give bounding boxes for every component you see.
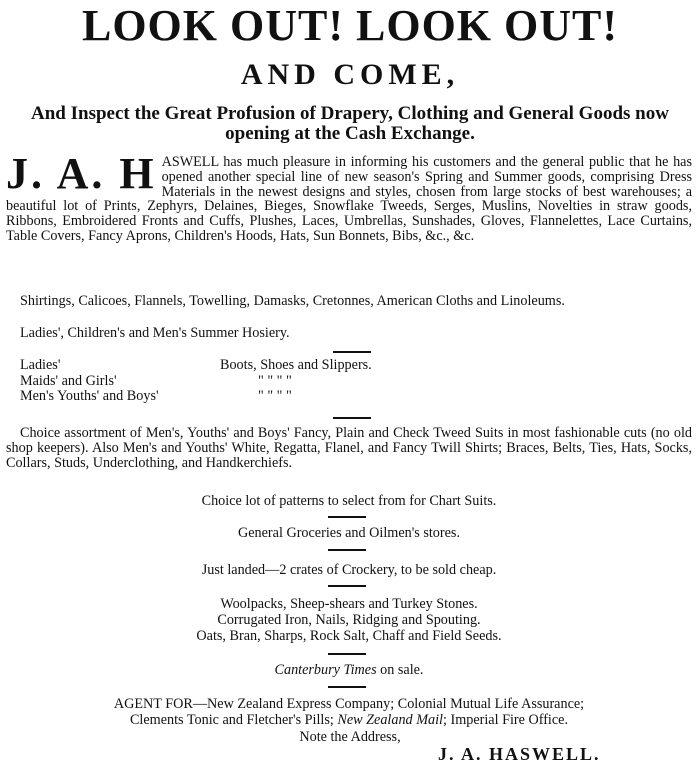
newspaper-title: New Zealand Mail: [337, 712, 443, 728]
divider-rule: [328, 686, 366, 688]
note-address: Note the Address,: [299, 729, 401, 745]
drop-cap-initials: J. A. H: [6, 149, 157, 198]
divider-rule: [328, 653, 366, 655]
divider-rule: [328, 516, 366, 518]
footwear-row: [20, 389, 372, 405]
hardware-line: Corrugated Iron, Nails, Ridging and Spouting.: [217, 612, 481, 628]
divider-rule: [328, 549, 366, 551]
crockery-line: Just landed—2 crates of Crockery, to be sold cheap.: [201, 562, 497, 578]
suits-paragraph: Choice assortment of Men's, Youths' and Boys' Fancy, Plain and Check Tweed Suits in most fashionable cuts (no old shop keepers). Also Men's and Youths' White, Regatta, Flanel, and Fancy Twill Shirts; Braces, Belts, Ties, Hats, Socks, Collars, Studs, Underclothing, and Handkerchiefs.: [6, 425, 692, 471]
hosiery-line: Ladies', Children's and Men's Summer Hosiery.: [20, 325, 290, 341]
footwear-what: Boots, Shoes and Slippers.: [220, 357, 372, 373]
agent-line: AGENT FOR—New Zealand Express Company; Colonial Mutual Life Assurance;: [113, 696, 585, 712]
main-paragraph: ASWELL has much pleasure in informing his customers and the general public that he has opened another special line of new season's Spring and Summer goods, comprising Dress Materials in the newest designs and styles, chosen from large stocks of best warehouses; a beautiful lot of Prints, Zephyrs, Delaines, Bieges, Snowflake Tweeds, Serges, Muslins, Novelties in straw goods, Ribbons, Embroidered Fronts and Cuffs, Plushes, Laces, Umbrellas, Sunshades, Gloves, Flannelettes, Lace Curtains, Table Covers, Fancy Aprons, Children's Hoods, Hats, Sun Bonnets, Bibs, &c., &c.: [6, 154, 692, 244]
footwear-row: [20, 358, 372, 374]
hardware-line: Oats, Bran, Sharps, Rock Salt, Chaff and Field Seeds.: [196, 628, 502, 644]
footwear-ditto: " " " ": [258, 388, 292, 404]
agent-line: [6, 713, 692, 728]
patterns-line: Choice lot of patterns to select from for Chart Suits.: [201, 493, 497, 509]
footwear-who: Ladies': [20, 357, 61, 373]
times-line: [6, 663, 692, 678]
subheadline: AND COME,: [240, 58, 460, 91]
headline: LOOK OUT! LOOK OUT!: [81, 1, 619, 50]
main-paragraph-block: [6, 149, 692, 244]
hardware-line: Woolpacks, Sheep-shears and Turkey Stones.: [220, 596, 478, 612]
newspaper-title: Canterbury Times: [274, 662, 377, 678]
footwear-table: [20, 358, 372, 405]
times-rest: on sale.: [376, 662, 424, 678]
footwear-who: Maids' and Girls': [20, 372, 117, 389]
footwear-ditto: " " " ": [258, 372, 292, 389]
intro-heading: And Inspect the Great Profusion of Drapery, Clothing and General Goods now opening at the Cash Exchange.: [31, 103, 669, 144]
divider-rule: [328, 585, 366, 587]
shirtings-paragraph: Shirtings, Calicoes, Flannels, Towelling, Damasks, Cretonnes, American Cloths and Linoleums.: [20, 293, 565, 309]
divider-rule: [333, 417, 371, 419]
agent-text: Clements Tonic and Fletcher's Pills;: [129, 712, 338, 728]
divider-rule: [333, 351, 371, 353]
signature: J. A. HASWELL.: [438, 744, 601, 764]
footwear-who: Men's Youths' and Boys': [20, 388, 159, 404]
footwear-row: [20, 374, 372, 390]
groceries-line: General Groceries and Oilmen's stores.: [238, 525, 460, 541]
agent-text: ; Imperial Fire Office.: [443, 712, 569, 728]
